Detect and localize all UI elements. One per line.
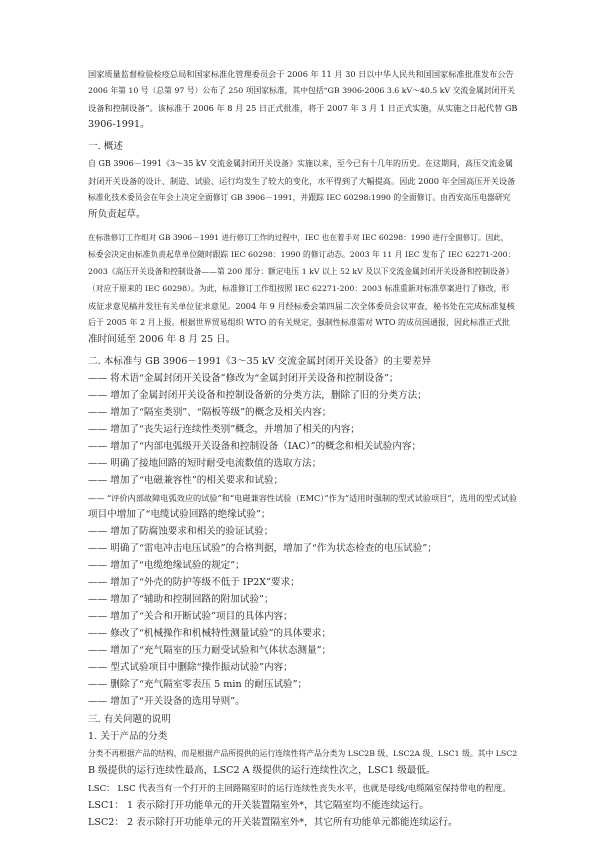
section-heading-notes: 三. 有关问题的说明 xyxy=(88,714,171,725)
revision-line-4: （对应于原来的 IEC 60298）。为此，标准修订工作组按照 IEC 62271-200：2003 标准重新对标准草案进行了修改，形 xyxy=(88,284,510,293)
definition-lsc: LSC： LSC 代表当有一个打开的主回路隔室时的运行连续性丧失水平，也就是母线/电缆隔室保持带电的程度。 xyxy=(88,784,511,794)
section-heading-differences: 二. 本标准与 GB 3906－1991《3～35 kV 交流金属封闭开关设备》的主要差异 xyxy=(88,356,432,367)
revision-line-1: 在标准修订工作组对 GB 3906－1991 进行修订工作的过程中，IEC 也在着手对 IEC 60298：1990 进行全面修订。因此， xyxy=(88,233,509,242)
difference-item: —— 明确了“雷电冲击电压试验”的合格判据，增加了“作为状态检查的电压试验”； xyxy=(88,543,437,554)
intro-line-2: 2006 年第 10 号（总第 97 号）公布了 250 项国家标准，其中包括“GB 3906-2006 3.6 kV～40.5 kV 交流金属封闭开关 xyxy=(88,86,515,95)
difference-item: —— 将术语“金属封闭开关设备”修改为“金属封闭开关设备和控制设备”； xyxy=(88,373,399,384)
revision-line-6: 后于 2005 年 2 月上报。根据世界贸易组织 WTO 的有关规定，强制性标准需对 WTO 的成员国通报，因此标准正式批 xyxy=(88,318,511,327)
difference-item: —— 修改了“机械操作和机械特性测量试验”的具体要求； xyxy=(88,628,332,639)
revision-line-5: 成征求意见稿并发往有关单位征求意见。2004 年 9 月经标委会第四届二次全体委员会议审查，秘书处在完成标准复核 xyxy=(88,301,515,311)
definition-lsc2: LSC2： 2 表示除打开功能单元的开关装置隔室外*，其它所有功能单元都能连续运行。 xyxy=(88,817,458,828)
difference-item: —— 增加了“辅助和控制回路的附加试验”； xyxy=(88,594,274,605)
difference-item: —— 增加了“充气隔室的压力耐受试验和气体状态测量”； xyxy=(88,645,332,656)
difference-item: —— 增加了“电磁兼容性”的相关要求和试验； xyxy=(88,475,284,486)
difference-item: —— 增加了“隔室类别”、“隔板等级”的概念及相关内容； xyxy=(88,407,332,418)
subheading-classification: 1. 关于产品的分类 xyxy=(88,731,168,742)
difference-item: —— 增加了防腐蚀要求和相关的验证试验； xyxy=(88,526,274,537)
difference-item: —— 删除了“充气隔室零表压 5 min 的耐压试验”； xyxy=(88,679,308,690)
difference-item-continued: 项目中增加了“电缆试验回路的绝缘试验”； xyxy=(88,509,271,520)
section-heading-overview: 一. 概述 xyxy=(88,141,123,152)
classification-line-1: 分类不再根据产品的结构，而是根据产品所提供的运行连续性将产品分类为 LSC2B 级、LSC2A 级、LSC1 级。其中 LSC2 xyxy=(88,749,518,758)
definition-lsc1: LSC1： 1 表示除打开功能单元的开关装置隔室外*，其它隔室均不能连续运行。 xyxy=(88,800,429,811)
overview-line-4: 所负责起草。 xyxy=(88,209,146,220)
revision-line-3: 2003《高压开关设备和控制设备——第 200 部分：额定电压 1 kV 以上 52 kV 及以下交流金属封闭开关设备和控制设备》 xyxy=(88,267,514,276)
revision-line-2: 标委会决定由标准负责起草单位随时跟踪 IEC 60298：1990 的修订动态。2003 年 11 月 IEC 发布了 IEC 62271-200： xyxy=(88,250,516,259)
overview-line-2: 封闭开关设备的设计、制造、试验、运行均发生了较大的变化，水平得到了大幅提高。因此 2000 年全国高压开关设备 xyxy=(88,176,516,186)
difference-item: —— 型式试验项目中删除“操作振动试验”内容； xyxy=(88,662,293,673)
difference-item: —— 明确了接地回路的短时耐受电流数值的选取方法； xyxy=(88,458,322,469)
difference-item: —— 增加了金属封闭开关设备和控制设备新的分类方法，删除了旧的分类方法； xyxy=(88,390,427,401)
intro-line-4: 3906-1991。 xyxy=(88,119,150,130)
difference-item: —— 增加了“内部电弧级开关设备和控制设备（IAC）”的概念和相关试验内容； xyxy=(88,441,422,452)
overview-line-1: 自 GB 3906－1991《3～35 kV 交流金属封闭开关设备》实施以来，至今已有十几年的历史。在这期间，高压交流金属 xyxy=(88,159,514,168)
difference-item: —— 增加了“外壳的防护等级不低于 IP2X”要求； xyxy=(88,577,300,588)
difference-item: —— 增加了“开关设备的选用导则”。 xyxy=(88,696,245,707)
difference-item: —— 增加了“丧失运行连续性类别”概念，并增加了相关的内容； xyxy=(88,424,360,435)
intro-line-1: 国家质量监督检验检疫总局和国家标准化管理委员会于 2006 年 11 月 30 日以中华人民共和国国家标准批准发布公告 xyxy=(88,69,514,79)
difference-item: —— “评价内部故障电弧效应的试验”和“电磁兼容性试验（EMC）”作为“适用时强制的型式试验项目”，选用的型式试验 xyxy=(88,493,518,503)
intro-line-3: 设备和控制设备”。该标准于 2006 年 8 月 25 日正式批准，将于 2007 年 3 月 1 日正式实施，从实施之日起代替 GB xyxy=(88,103,518,113)
difference-item: —— 增加了“关合和开断试验”项目的具体内容； xyxy=(88,611,293,622)
revision-line-7: 准时间延至 2006 年 8 月 25 日。 xyxy=(88,334,236,345)
difference-item: —— 增加了“电缆绝缘试验的规定”； xyxy=(88,560,245,571)
overview-line-3: 标准化技术委员会在年会上决定全面修订 GB 3906－1991，并跟踪 IEC 60298:1990 的全面修订。由西安高压电器研究 xyxy=(88,193,511,202)
classification-line-2: B 级提供的运行连续性最高，LSC2 A 级提供的运行连续性次之，LSC1 级最低。 xyxy=(88,765,436,776)
